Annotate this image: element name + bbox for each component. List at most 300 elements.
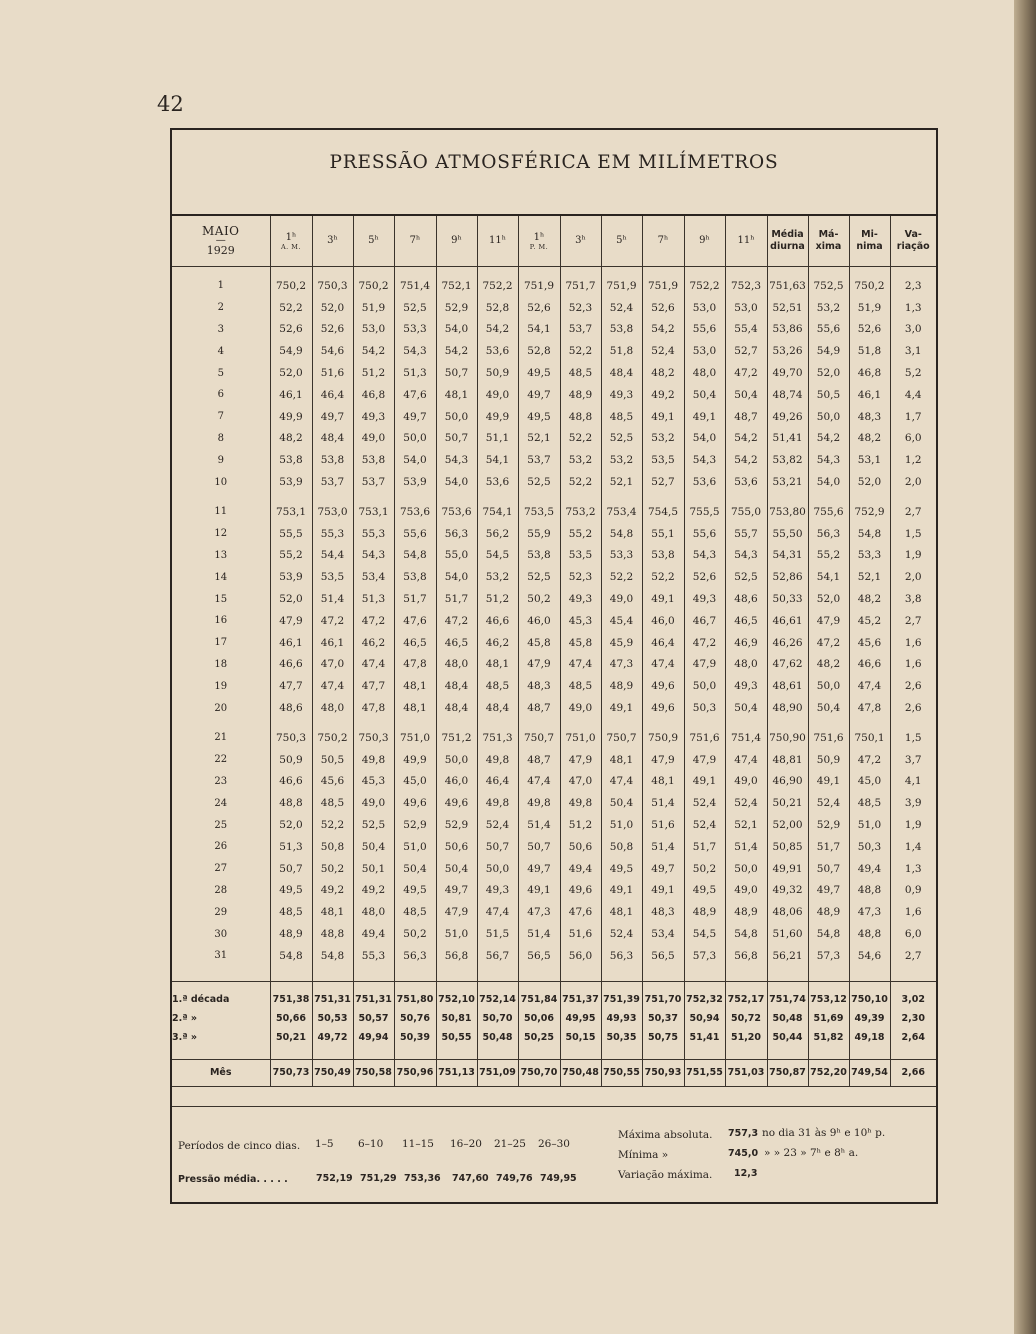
day-number: 3 (217, 323, 224, 335)
value-cell: 750,90 (767, 727, 808, 749)
value-cell: 52,0 (312, 297, 353, 319)
value-cell: 51,9 (353, 297, 394, 319)
value-cell: 49,0 (477, 384, 518, 406)
max-abs-value: 757,3 (728, 1128, 759, 1139)
value-cell: 51,6 (560, 923, 601, 945)
value-cell: 53,26 (767, 340, 808, 362)
header-col-label: 9ʰ (699, 235, 710, 246)
day-number: 25 (214, 819, 228, 831)
value-cell: 55,7 (725, 523, 767, 545)
day-number: 7 (217, 411, 224, 423)
value-cell: 53,3 (601, 545, 642, 567)
value-cell: 753,5 (518, 501, 560, 523)
value-cell: 48,0 (312, 697, 353, 719)
top-gap-row (172, 267, 936, 276)
decade-value: 50,37 (642, 1009, 684, 1028)
value-cell: 49,1 (684, 406, 725, 428)
decade-value: 2,64 (890, 1028, 936, 1047)
decade-value: 49,95 (560, 1009, 601, 1028)
value-cell: 53,86 (767, 319, 808, 341)
value-cell: 51,0 (394, 836, 436, 858)
value-cell: 48,61 (767, 675, 808, 697)
value-cell: 52,7 (725, 340, 767, 362)
var-label: Variação máxima. (618, 1169, 713, 1181)
header-col-10 (684, 216, 725, 267)
value-cell: 49,5 (601, 858, 642, 880)
spacer-cell (518, 719, 560, 727)
spacer-cell (725, 719, 767, 727)
value-cell: 48,74 (767, 384, 808, 406)
value-cell: 53,7 (518, 449, 560, 471)
value-cell: 47,4 (601, 771, 642, 793)
value-cell: 753,6 (394, 501, 436, 523)
day-row (172, 523, 936, 545)
value-cell: 48,2 (808, 654, 849, 676)
day-row (172, 654, 936, 676)
value-cell: 51,7 (684, 836, 725, 858)
pressure-table-frame (170, 128, 938, 1204)
spacer-cell (560, 981, 601, 990)
value-cell: 51,1 (477, 428, 518, 450)
day-number: 10 (214, 476, 228, 488)
spacer-cell (642, 967, 684, 982)
value-cell: 52,1 (601, 471, 642, 493)
value-cell: 54,9 (270, 340, 312, 362)
spacer-cell (394, 981, 436, 990)
value-cell: 53,3 (849, 545, 890, 567)
header-col-label: 1ʰ (533, 231, 545, 243)
value-cell: 53,9 (270, 471, 312, 493)
decade-value: 752,32 (684, 990, 725, 1009)
value-cell: 47,6 (394, 610, 436, 632)
spacer-cell (642, 719, 684, 727)
header-col-8 (601, 216, 642, 267)
value-cell: 49,1 (601, 697, 642, 719)
value-cell: 54,3 (808, 449, 849, 471)
value-cell: 52,1 (725, 814, 767, 836)
value-cell: 47,7 (270, 675, 312, 697)
day-number: 29 (214, 906, 228, 918)
value-cell: 752,2 (477, 275, 518, 297)
decade-value: 751,80 (394, 990, 436, 1009)
value-cell: 48,8 (849, 923, 890, 945)
decade-row (172, 1009, 936, 1028)
decade-value: 50,76 (394, 1009, 436, 1028)
value-cell: 50,0 (725, 858, 767, 880)
value-cell: 48,6 (270, 697, 312, 719)
day-number: 17 (214, 637, 228, 649)
spacer-cell (270, 493, 312, 501)
header-col-label: 7ʰ (657, 235, 669, 246)
value-cell: 47,4 (725, 749, 767, 771)
value-cell: 53,7 (312, 471, 353, 493)
value-cell: 55,0 (436, 545, 477, 567)
value-cell: 49,1 (642, 406, 684, 428)
spacer-cell (312, 1047, 353, 1060)
value-cell: 50,2 (684, 858, 725, 880)
spacer-cell (436, 267, 477, 276)
spacer-cell (808, 493, 849, 501)
spacer-cell (436, 981, 477, 990)
decade-value: 50,39 (394, 1028, 436, 1047)
value-cell: 54,8 (394, 545, 436, 567)
value-cell: 49,3 (560, 588, 601, 610)
value-cell: 750,7 (518, 727, 560, 749)
day-number: 15 (214, 593, 228, 605)
day-row (172, 297, 936, 319)
value-cell: 3,0 (890, 319, 936, 341)
value-cell: 52,1 (518, 428, 560, 450)
decade-value: 751,39 (601, 990, 642, 1009)
value-cell: 50,7 (808, 858, 849, 880)
value-cell: 54,4 (312, 545, 353, 567)
decade-value: 49,39 (849, 1009, 890, 1028)
day-number: 23 (214, 775, 228, 787)
decade-value: 50,21 (270, 1028, 312, 1047)
value-cell: 46,8 (849, 362, 890, 384)
value-cell: 47,2 (849, 749, 890, 771)
value-cell: 49,5 (518, 406, 560, 428)
value-cell: 751,6 (684, 727, 725, 749)
value-cell: 51,4 (725, 836, 767, 858)
day-row (172, 945, 936, 967)
day-row (172, 727, 936, 749)
value-cell: 57,3 (684, 945, 725, 967)
value-cell: 56,8 (436, 945, 477, 967)
value-cell: 54,2 (725, 428, 767, 450)
decade-value: 50,35 (601, 1028, 642, 1047)
value-cell: 751,7 (560, 275, 601, 297)
value-cell: 52,4 (684, 814, 725, 836)
header-col-sublabel: nima (856, 241, 883, 252)
value-cell: 45,8 (518, 632, 560, 654)
spacer-cell (270, 981, 312, 990)
value-cell: 54,1 (808, 566, 849, 588)
value-cell: 54,8 (601, 523, 642, 545)
value-cell: 47,9 (642, 749, 684, 771)
value-cell: 53,21 (767, 471, 808, 493)
spacer-cell (601, 967, 642, 982)
value-cell: 55,2 (270, 545, 312, 567)
value-cell: 0,9 (890, 880, 936, 902)
value-cell: 47,4 (849, 675, 890, 697)
spacer-cell (601, 267, 642, 276)
summary-separator-row (172, 967, 936, 982)
spacer-cell (560, 1047, 601, 1060)
value-cell: 2,6 (890, 675, 936, 697)
value-cell: 2,6 (890, 697, 936, 719)
value-cell: 47,9 (808, 610, 849, 632)
period-5: 21–25 (494, 1138, 526, 1150)
value-cell: 49,3 (601, 384, 642, 406)
value-cell: 48,2 (642, 362, 684, 384)
value-cell: 751,9 (642, 275, 684, 297)
value-cell: 52,86 (767, 566, 808, 588)
value-cell: 50,7 (477, 836, 518, 858)
value-cell: 1,5 (890, 727, 936, 749)
value-cell: 54,1 (477, 449, 518, 471)
value-cell: 54,3 (394, 340, 436, 362)
spacer-cell (312, 267, 353, 276)
value-cell: 750,2 (849, 275, 890, 297)
spacer-cell (312, 719, 353, 727)
value-cell: 755,6 (808, 501, 849, 523)
day-row (172, 923, 936, 945)
value-cell: 51,41 (767, 428, 808, 450)
value-cell: 48,5 (394, 901, 436, 923)
spacer-cell (684, 267, 725, 276)
spacer-cell (808, 967, 849, 982)
spacer-cell (312, 981, 353, 990)
value-cell: 54,3 (436, 449, 477, 471)
value-cell: 1,7 (890, 406, 936, 428)
value-cell: 49,4 (560, 858, 601, 880)
value-cell: 52,8 (518, 340, 560, 362)
day-number: 2 (217, 302, 224, 314)
period-1: 1–5 (315, 1138, 334, 1150)
value-cell: 51,9 (849, 297, 890, 319)
spacer-cell (601, 981, 642, 990)
value-cell: 50,0 (477, 858, 518, 880)
value-cell: 47,2 (808, 632, 849, 654)
spacer-cell (767, 719, 808, 727)
spacer-cell (270, 267, 312, 276)
decade-value: 50,44 (767, 1028, 808, 1047)
value-cell: 1,3 (890, 297, 936, 319)
spacer-cell (353, 981, 394, 990)
summary-block (172, 1106, 936, 1203)
header-month: MAIO (201, 224, 240, 238)
value-cell: 46,90 (767, 771, 808, 793)
day-row (172, 566, 936, 588)
spacer-cell (560, 719, 601, 727)
value-cell: 46,0 (518, 610, 560, 632)
spacer-cell (684, 1047, 725, 1060)
spacer-cell (642, 981, 684, 990)
month-value: 750,70 (518, 1059, 560, 1086)
decade-value: 50,66 (270, 1009, 312, 1028)
spacer-cell (477, 981, 518, 990)
value-cell: 52,4 (684, 792, 725, 814)
value-cell: 53,7 (560, 319, 601, 341)
value-cell: 3,9 (890, 792, 936, 814)
value-cell: 49,8 (560, 792, 601, 814)
value-cell: 52,5 (518, 471, 560, 493)
value-cell: 48,3 (849, 406, 890, 428)
month-value: 750,96 (394, 1059, 436, 1086)
value-cell: 750,9 (642, 727, 684, 749)
value-cell: 52,1 (849, 566, 890, 588)
pressure-3: 753,36 (404, 1173, 441, 1184)
value-cell: 49,5 (270, 880, 312, 902)
day-number: 22 (214, 754, 228, 766)
group-gap-row (172, 493, 936, 501)
value-cell: 50,2 (312, 858, 353, 880)
value-cell: 49,1 (642, 880, 684, 902)
value-cell: 751,9 (518, 275, 560, 297)
table-area (172, 216, 936, 1087)
value-cell: 49,3 (725, 675, 767, 697)
value-cell: 48,1 (642, 771, 684, 793)
value-cell: 752,5 (808, 275, 849, 297)
value-cell: 48,5 (601, 406, 642, 428)
value-cell: 751,4 (394, 275, 436, 297)
value-cell: 49,4 (353, 923, 394, 945)
value-cell: 46,2 (353, 632, 394, 654)
decade-value: 2,30 (890, 1009, 936, 1028)
value-cell: 48,4 (312, 428, 353, 450)
value-cell: 52,2 (560, 340, 601, 362)
value-cell: 55,6 (394, 523, 436, 545)
value-cell: 54,0 (808, 471, 849, 493)
day-row (172, 792, 936, 814)
value-cell: 55,3 (353, 523, 394, 545)
day-number: 20 (214, 702, 228, 714)
value-cell: 48,7 (518, 749, 560, 771)
value-cell: 52,0 (270, 362, 312, 384)
value-cell: 54,8 (270, 945, 312, 967)
value-cell: 57,3 (808, 945, 849, 967)
value-cell: 46,2 (477, 632, 518, 654)
spacer-cell (436, 1047, 477, 1060)
value-cell: 54,0 (436, 566, 477, 588)
value-cell: 49,7 (518, 858, 560, 880)
value-cell: 47,62 (767, 654, 808, 676)
var-value: 12,3 (734, 1168, 758, 1179)
value-cell: 55,4 (725, 319, 767, 341)
value-cell: 47,8 (849, 697, 890, 719)
value-cell: 751,9 (601, 275, 642, 297)
value-cell: 54,5 (684, 923, 725, 945)
value-cell: 751,63 (767, 275, 808, 297)
value-cell: 753,0 (312, 501, 353, 523)
header-col-14 (849, 216, 890, 267)
value-cell: 755,5 (684, 501, 725, 523)
value-cell: 48,0 (684, 362, 725, 384)
value-cell: 750,2 (270, 275, 312, 297)
day-number: 12 (214, 528, 228, 540)
value-cell: 46,4 (642, 632, 684, 654)
value-cell: 46,7 (684, 610, 725, 632)
spacer-cell (849, 719, 890, 727)
value-cell: 46,1 (270, 384, 312, 406)
value-cell: 56,8 (725, 945, 767, 967)
value-cell: 53,9 (394, 471, 436, 493)
value-cell: 47,7 (353, 675, 394, 697)
value-cell: 52,9 (808, 814, 849, 836)
value-cell: 54,0 (436, 471, 477, 493)
spacer-cell (394, 967, 436, 982)
spacer-cell (353, 719, 394, 727)
value-cell: 53,8 (518, 545, 560, 567)
value-cell: 52,5 (601, 428, 642, 450)
decade-value: 49,93 (601, 1009, 642, 1028)
value-cell: 49,8 (353, 749, 394, 771)
value-cell: 48,2 (849, 428, 890, 450)
value-cell: 50,4 (353, 836, 394, 858)
value-cell: 51,6 (642, 814, 684, 836)
value-cell: 50,33 (767, 588, 808, 610)
value-cell: 46,1 (312, 632, 353, 654)
spacer-cell (312, 967, 353, 982)
header-col-9 (642, 216, 684, 267)
spacer-cell (890, 267, 936, 276)
header-col-2 (353, 216, 394, 267)
value-cell: 56,0 (560, 945, 601, 967)
value-cell: 55,6 (684, 523, 725, 545)
value-cell: 46,1 (849, 384, 890, 406)
value-cell: 54,31 (767, 545, 808, 567)
value-cell: 48,1 (601, 901, 642, 923)
min-text: » » 23 » 7ʰ e 8ʰ a. (764, 1147, 859, 1159)
value-cell: 52,0 (270, 814, 312, 836)
value-cell: 753,80 (767, 501, 808, 523)
value-cell: 1,6 (890, 654, 936, 676)
value-cell: 56,7 (477, 945, 518, 967)
max-abs-text: no dia 31 às 9ʰ e 10ʰ p. (762, 1127, 886, 1139)
spacer-cell (767, 1047, 808, 1060)
decade-top-gap (172, 981, 936, 990)
value-cell: 55,2 (560, 523, 601, 545)
value-cell: 48,1 (312, 901, 353, 923)
value-cell: 753,6 (436, 501, 477, 523)
value-cell: 53,6 (725, 471, 767, 493)
min-value: 745,0 (728, 1148, 759, 1159)
value-cell: 49,9 (394, 749, 436, 771)
value-cell: 46,0 (436, 771, 477, 793)
value-cell: 47,4 (477, 901, 518, 923)
day-row (172, 880, 936, 902)
value-cell: 51,0 (601, 814, 642, 836)
decade-value: 51,41 (684, 1028, 725, 1047)
value-cell: 48,9 (270, 923, 312, 945)
value-cell: 750,7 (601, 727, 642, 749)
value-cell: 46,6 (270, 771, 312, 793)
value-cell: 46,5 (394, 632, 436, 654)
value-cell: 49,7 (808, 880, 849, 902)
value-cell: 48,4 (436, 675, 477, 697)
value-cell: 751,3 (477, 727, 518, 749)
value-cell: 55,2 (808, 545, 849, 567)
decade-value: 50,06 (518, 1009, 560, 1028)
value-cell: 49,70 (767, 362, 808, 384)
value-cell: 48,1 (477, 654, 518, 676)
value-cell: 6,0 (890, 428, 936, 450)
group-gap-row (172, 719, 936, 727)
value-cell: 51,2 (477, 588, 518, 610)
value-cell: 49,7 (518, 384, 560, 406)
spacer-cell (312, 493, 353, 501)
header-col-label: 3ʰ (327, 235, 338, 246)
value-cell: 48,9 (560, 384, 601, 406)
value-cell: 47,9 (270, 610, 312, 632)
value-cell: 50,21 (767, 792, 808, 814)
value-cell: 47,3 (849, 901, 890, 923)
value-cell: 2,7 (890, 610, 936, 632)
value-cell: 53,8 (601, 319, 642, 341)
value-cell: 2,0 (890, 471, 936, 493)
value-cell: 48,0 (353, 901, 394, 923)
value-cell: 53,0 (725, 297, 767, 319)
day-row (172, 814, 936, 836)
spacer-cell (890, 981, 936, 990)
value-cell: 53,2 (642, 428, 684, 450)
day-number: 16 (214, 615, 228, 627)
spacer-cell (808, 719, 849, 727)
value-cell: 50,0 (436, 749, 477, 771)
value-cell: 51,5 (477, 923, 518, 945)
value-cell: 3,7 (890, 749, 936, 771)
